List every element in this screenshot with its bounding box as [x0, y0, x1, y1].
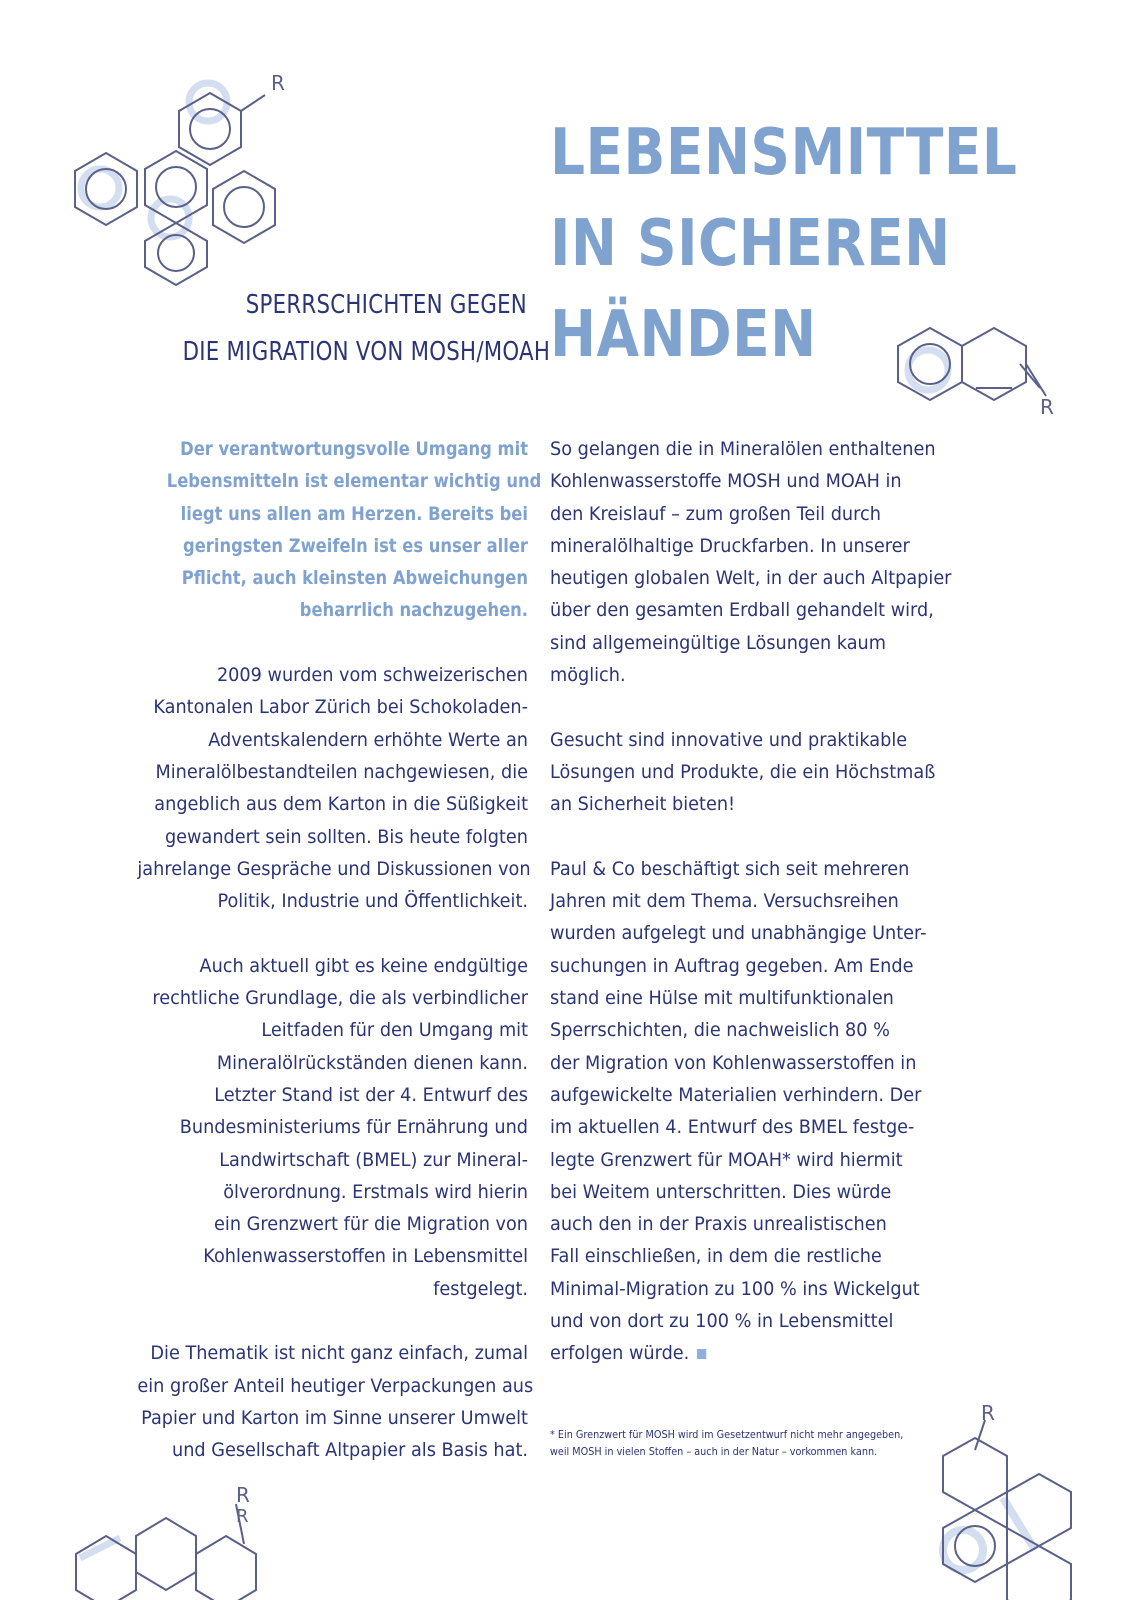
body-paragraph	[108, 950, 528, 1305]
text-line: und Gesellschaft Altpapier als Basis hat.	[172, 1439, 528, 1462]
text-line: sind allgemeingültige Lösungen kaum	[550, 631, 886, 654]
molecule-label: R	[271, 71, 285, 95]
text-line: ein Grenzwert für die Migration von	[214, 1213, 528, 1236]
pyrene-molecule-icon	[30, 55, 310, 275]
page-title	[550, 108, 1032, 381]
text-line: Pflicht, auch kleinsten Abweichungen	[181, 567, 529, 590]
right-text-column	[550, 433, 970, 1402]
text-line: Leitfaden für den Umgang mit	[261, 1019, 528, 1042]
text-line: gewandert sein sollten. Bis heute folgten	[164, 825, 529, 848]
text-line: Mineralölbestandteilen nachgewiesen, die	[155, 760, 529, 783]
text-line: So gelangen die in Mineralölen enthaltenen	[550, 438, 936, 460]
body-paragraph	[108, 659, 531, 917]
body-paragraph	[550, 724, 970, 821]
text-line: erfolgen würde.	[550, 1337, 941, 1369]
text-line: Lösungen und Produkte, die ein Höchstmaß	[550, 760, 936, 783]
text-line: ölverordnung. Erstmals wird hierin	[223, 1180, 528, 1203]
text-line: Die Thematik ist nicht ganz einfach, zumal	[150, 1342, 529, 1365]
text-line: Der verantwortungsvolle Umgang mit	[180, 438, 528, 460]
text-line: legte Grenzwert für MOAH* wird hiermit	[550, 1148, 903, 1171]
text-line: Lebensmitteln ist elementar wichtig und	[166, 470, 542, 493]
text-line: Kohlenwasserstoffe MOSH und MOAH in	[550, 470, 902, 493]
text-line: heutigen globalen Welt, in der auch Altpapier	[550, 567, 952, 590]
text-line: auch den in der Praxis unrealistischen	[550, 1213, 887, 1236]
subtitle-line: DIE MIGRATION VON MOSH/MOAH	[182, 337, 551, 367]
body-paragraph	[550, 853, 970, 1370]
left-text-column	[108, 433, 542, 1499]
molecule-label: R	[1040, 395, 1054, 419]
lead-paragraph	[108, 433, 542, 627]
text-line: liegt uns allen am Herzen. Bereits bei	[180, 502, 528, 525]
text-line: im aktuellen 4. Entwurf des BMEL festge-	[550, 1116, 915, 1139]
text-line: Adventskalendern erhöhte Werte an	[208, 728, 528, 751]
text-line: Papier und Karton im Sinne unserer Umwelt	[141, 1406, 528, 1429]
text-line: Letzter Stand ist der 4. Entwurf des	[214, 1083, 528, 1106]
text-line: über den gesamten Erdball gehandelt wird,	[550, 599, 934, 622]
text-line: geringsten Zweifeln ist es unser aller	[183, 534, 529, 557]
text-line: stand eine Hülse mit multifunktionalen	[550, 987, 894, 1010]
text-line: Paul & Co beschäftigt sich seit mehreren	[550, 857, 910, 880]
text-line: Sperrschichten, die nachweislich 80 %	[550, 1019, 890, 1042]
steroid-molecule-icon	[60, 1483, 290, 1600]
text-line: aufgewickelte Materialien verhindern. Der	[550, 1083, 922, 1106]
footnote-line: * Ein Grenzwert für MOSH wird im Gesetzentwurf nicht mehr angegeben,	[550, 1429, 904, 1441]
title-line: IN SICHEREN	[550, 207, 951, 281]
text-line: den Kreislauf – zum großen Teil durch	[550, 502, 881, 525]
text-line: Fall einschließen, in dem die restliche	[550, 1245, 882, 1268]
text-line: jahrelange Gespräche und Diskussionen von	[137, 857, 531, 880]
molecule-label: R	[981, 1401, 995, 1425]
text-line: Minimal-Migration zu 100 % ins Wickelgut	[550, 1277, 920, 1300]
page-subtitle	[107, 282, 551, 376]
text-line: Landwirtschaft (BMEL) zur Mineral-	[219, 1148, 528, 1171]
text-line: 2009 wurden vom schweizerischen	[216, 664, 528, 687]
text-line: an Sicherheit bieten!	[550, 793, 736, 816]
text-line: Auch aktuell gibt es keine endgültige	[199, 954, 528, 977]
text-line: Kohlenwasserstoffen in Lebensmittel	[203, 1245, 529, 1268]
text-line: wurden aufgelegt und unabhängige Unter-	[550, 922, 927, 945]
footnote-line: weil MOSH in vielen Stoffen – auch in der Natur – vorkommen kann.	[550, 1446, 878, 1458]
text-line: und von dort zu 100 % in Lebensmittel	[550, 1310, 894, 1333]
text-line: rechtliche Grundlage, die als verbindlicher	[152, 987, 528, 1010]
text-line: bei Weitem unterschritten. Dies würde	[550, 1180, 892, 1203]
text-line: Jahren mit dem Thema. Versuchsreihen	[550, 890, 899, 913]
title-line: HÄNDEN	[550, 298, 817, 372]
molecule-label: R	[236, 1483, 250, 1507]
text-line: Gesucht sind innovative und praktikable	[550, 728, 908, 751]
end-of-article-mark	[697, 1349, 706, 1359]
text-line: Politik, Industrie und Öffentlichkeit.	[217, 890, 528, 913]
molecule-label: R	[236, 1506, 249, 1527]
text-line: angeblich aus dem Karton in die Süßigkeit	[154, 793, 528, 816]
text-line: der Migration von Kohlenwasserstoffen in	[550, 1051, 917, 1074]
text-line: Kantonalen Labor Zürich bei Schokoladen-	[153, 696, 528, 719]
title-line: LEBENSMITTEL	[550, 116, 1018, 190]
body-paragraph	[108, 1337, 534, 1466]
subtitle-line: SPERRSCHICHTEN GEGEN	[245, 290, 527, 320]
text-line: Bundesministeriums für Ernährung und	[179, 1116, 528, 1139]
text-line: möglich.	[550, 664, 626, 687]
text-line: suchungen in Auftrag gegeben. Am Ende	[550, 954, 914, 977]
text-line: ein großer Anteil heutiger Verpackungen aus	[137, 1374, 534, 1397]
footnote	[550, 1427, 950, 1461]
text-line: Mineralölrückständen dienen kann.	[216, 1051, 529, 1074]
text-line: mineralölhaltige Druckfarben. In unserer	[550, 534, 910, 557]
text-line: beharrlich nachzugehen.	[299, 599, 528, 622]
text-line: festgelegt.	[433, 1277, 528, 1300]
body-paragraph	[550, 433, 970, 691]
